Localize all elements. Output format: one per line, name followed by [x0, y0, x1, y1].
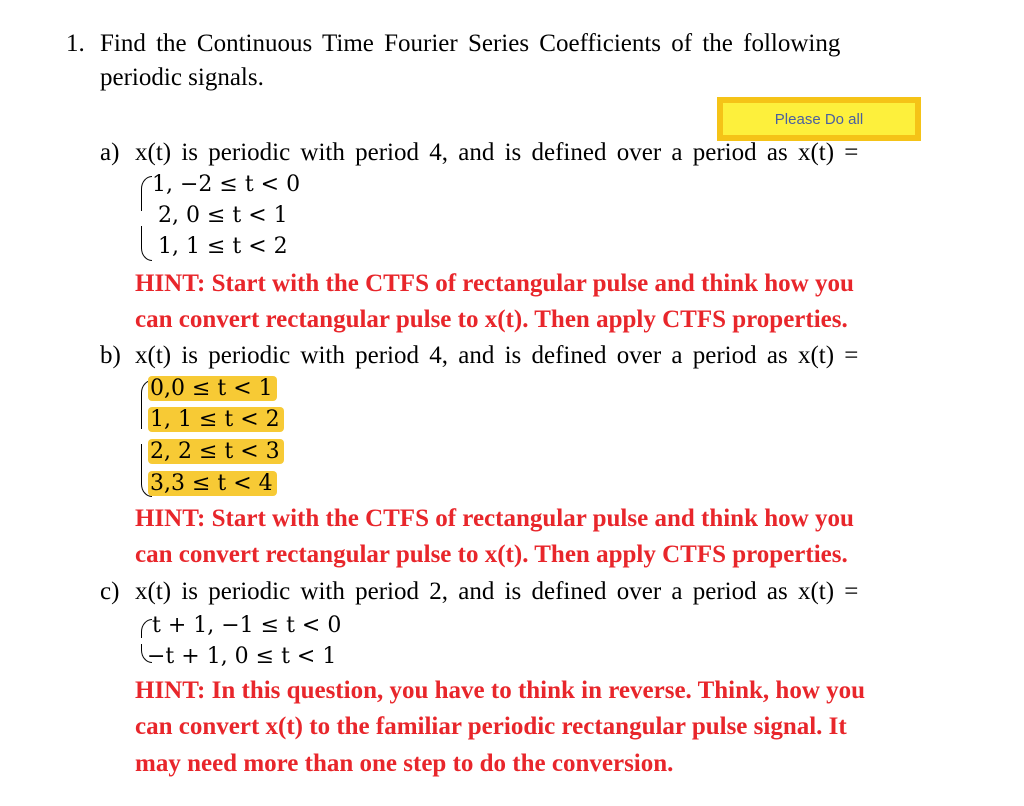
part-a-case-1: 1, −2 ≤ t < 0	[152, 172, 301, 197]
part-b-case-4-text: 3,3 ≤ t < 4	[148, 471, 277, 496]
part-b-case-3	[148, 439, 284, 464]
question-number: 1.	[66, 30, 85, 57]
part-a-brace-top	[141, 176, 152, 211]
part-c-brace-top	[141, 619, 152, 638]
part-c-case-2: −t + 1, 0 ≤ t < 1	[147, 644, 337, 669]
part-a-case-3: 1, 1 ≤ t < 2	[158, 234, 288, 259]
part-c-label: c)	[100, 578, 120, 605]
part-b-hint-line1: HINT: Start with the CTFS of rectangular pulse and think how you	[135, 505, 854, 532]
part-a-statement: x(t) is periodic with period 4, and is defined over a period as x(t) =	[135, 139, 859, 166]
part-c-case-1: t + 1, −1 ≤ t < 0	[152, 613, 342, 638]
part-b-label: b)	[100, 342, 121, 369]
part-a-brace-bottom	[141, 226, 152, 261]
part-b-case-3-text: 2, 2 ≤ t < 3	[148, 439, 284, 464]
part-c-hint-line1: HINT: In this question, you have to think in reverse. Think, how you	[135, 677, 866, 704]
question-text-line1: Find the Continuous Time Fourier Series Coefficients of the following	[100, 30, 841, 57]
part-a-hint-line1: HINT: Start with the CTFS of rectangular pulse and think how you	[135, 270, 854, 297]
sticky-note	[717, 97, 921, 141]
question-text-line2: periodic signals.	[100, 64, 264, 91]
sticky-note-text: Please Do all	[723, 103, 915, 135]
part-b-case-4	[148, 471, 277, 496]
part-b-case-1	[148, 376, 277, 401]
part-b-statement: x(t) is periodic with period 4, and is defined over a period as x(t) =	[135, 342, 859, 369]
part-a-label: a)	[100, 139, 120, 166]
part-c-hint-line2: can convert x(t) to the familiar periodic rectangular pulse signal. It	[135, 713, 847, 740]
part-b-case-1-text: 0,0 ≤ t < 1	[148, 376, 277, 401]
part-a-case-2: 2, 0 ≤ t < 1	[158, 203, 288, 228]
part-b-case-2	[148, 407, 284, 432]
part-b-case-2-text: 1, 1 ≤ t < 2	[148, 407, 284, 432]
part-a-hint-line2: can convert rectangular pulse to x(t). Then apply CTFS properties.	[135, 306, 848, 333]
part-c-hint-line3: may need more than one step to do the conversion.	[135, 750, 674, 777]
part-c-statement: x(t) is periodic with period 2, and is defined over a period as x(t) =	[135, 578, 859, 605]
part-b-hint-line2: can convert rectangular pulse to x(t). Then apply CTFS properties.	[135, 541, 848, 568]
